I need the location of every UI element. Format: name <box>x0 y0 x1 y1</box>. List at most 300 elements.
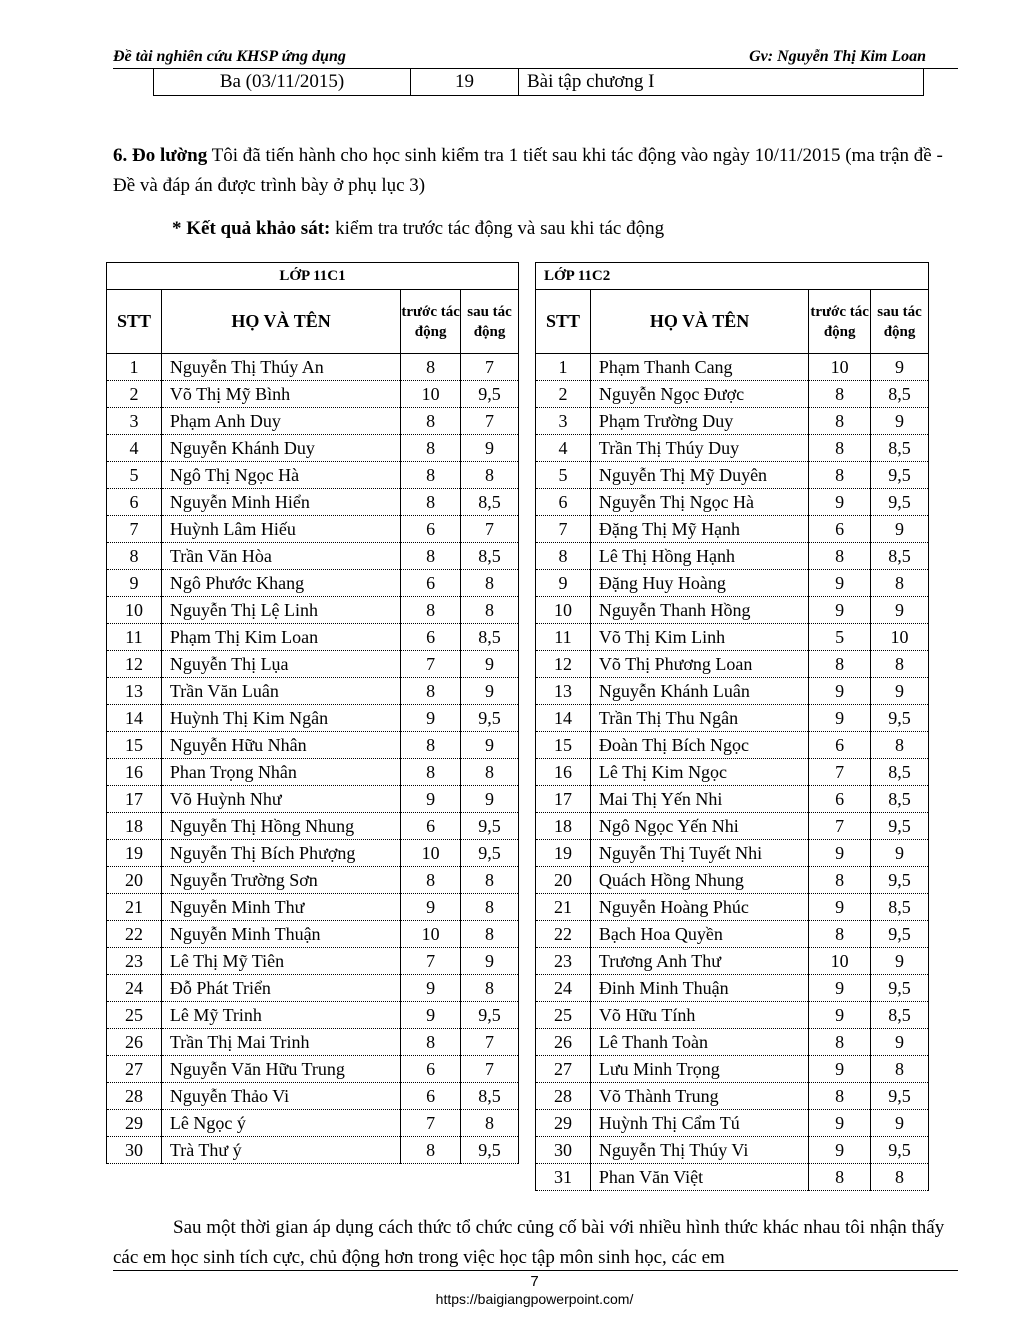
cell-name: Lê Thanh Toàn <box>590 1029 808 1056</box>
cell-name: Lê Thị Kim Ngọc <box>590 759 808 786</box>
cell-before: 7 <box>401 948 461 975</box>
cell-after: 8 <box>871 651 929 678</box>
cell-stt: 11 <box>107 624 162 651</box>
cell-after: 9,5 <box>461 1002 519 1029</box>
cell-before: 8 <box>809 381 871 408</box>
table-row <box>107 1002 519 1029</box>
cell-after: 8,5 <box>871 894 929 921</box>
cell-before: 6 <box>809 786 871 813</box>
table-row <box>536 381 929 408</box>
cell-name: Lê Thị Mỹ Tiên <box>161 948 400 975</box>
cell-stt: 8 <box>107 543 162 570</box>
table-row <box>536 678 929 705</box>
cell-name: Nguyễn Khánh Duy <box>161 435 400 462</box>
table-header-row <box>536 290 929 354</box>
cell-name: Nguyễn Thanh Hồng <box>590 597 808 624</box>
cell-name: Nguyễn Thị Thúy An <box>161 354 400 381</box>
cell-after: 9 <box>871 1110 929 1137</box>
cell-stt: 20 <box>536 867 591 894</box>
cell-before: 9 <box>401 975 461 1002</box>
cell-after: 8 <box>461 1110 519 1137</box>
cell-before: 8 <box>401 867 461 894</box>
table-row <box>536 354 929 381</box>
cell-before: 9 <box>809 705 871 732</box>
table-title-row <box>536 263 929 290</box>
survey-text: kiểm tra trước tác động và sau khi tác động <box>330 218 665 239</box>
table-row <box>536 840 929 867</box>
cell-stt: 24 <box>107 975 162 1002</box>
cell-stt: 16 <box>107 759 162 786</box>
cell-name: Trần Thị Mai Trinh <box>161 1029 400 1056</box>
cell-after: 8,5 <box>461 543 519 570</box>
table-row <box>536 408 929 435</box>
cell-stt: 25 <box>536 1002 591 1029</box>
cell-before: 9 <box>809 975 871 1002</box>
cell-stt: 10 <box>536 597 591 624</box>
cell-name: Lưu Minh Trọng <box>590 1056 808 1083</box>
cell-name: Nguyễn Thị Lụa <box>161 651 400 678</box>
cell-stt: 22 <box>107 921 162 948</box>
cell-stt: 28 <box>107 1083 162 1110</box>
col-stt-header: STT <box>107 290 162 354</box>
cell-stt: 17 <box>536 786 591 813</box>
cell-name: Trần Thị Thu Ngân <box>590 705 808 732</box>
section-6-paragraph <box>113 141 958 201</box>
cell-name: Võ Thị Phương Loan <box>590 651 808 678</box>
table-row <box>107 408 519 435</box>
cell-before: 6 <box>809 732 871 759</box>
table-row <box>536 813 929 840</box>
cell-stt: 29 <box>107 1110 162 1137</box>
cell-before: 8 <box>809 1029 871 1056</box>
cell-before: 8 <box>401 462 461 489</box>
cell-name: Ngô Ngọc Yến Nhi <box>590 813 808 840</box>
cell-before: 8 <box>809 651 871 678</box>
table-row <box>536 1029 929 1056</box>
cell-before: 8 <box>401 543 461 570</box>
cell-stt: 15 <box>107 732 162 759</box>
cell-name: Nguyễn Thị Hồng Nhung <box>161 813 400 840</box>
cell-stt: 14 <box>107 705 162 732</box>
cell-name: Huỳnh Thị Cẩm Tú <box>590 1110 808 1137</box>
cell-name: Nguyễn Minh Thuận <box>161 921 400 948</box>
cell-after: 8 <box>461 462 519 489</box>
cell-stt: 26 <box>536 1029 591 1056</box>
cell-name: Đỗ Phát Triển <box>161 975 400 1002</box>
cell-name: Nguyễn Thị Mỹ Duyên <box>590 462 808 489</box>
cell-stt: 3 <box>107 408 162 435</box>
table-row <box>536 462 929 489</box>
table-row <box>536 597 929 624</box>
table-row <box>107 867 519 894</box>
cell-before: 8 <box>401 489 461 516</box>
cell-after: 8 <box>871 570 929 597</box>
cell-name: Ngô Phước Khang <box>161 570 400 597</box>
cell-before: 9 <box>809 840 871 867</box>
cell-before: 8 <box>809 921 871 948</box>
table-row <box>536 759 929 786</box>
cell-after: 9 <box>871 1029 929 1056</box>
table-row <box>536 705 929 732</box>
table-row <box>154 69 924 96</box>
cell-name: Nguyễn Trường Sơn <box>161 867 400 894</box>
cell-after: 8,5 <box>871 381 929 408</box>
cell-before: 8 <box>809 543 871 570</box>
cell-before: 5 <box>809 624 871 651</box>
cell-stt: 26 <box>107 1029 162 1056</box>
cell-stt: 7 <box>536 516 591 543</box>
cell-after: 8,5 <box>461 1083 519 1110</box>
cell-name: Võ Huỳnh Như <box>161 786 400 813</box>
table-row <box>107 1029 519 1056</box>
cell-after: 9 <box>871 678 929 705</box>
table-row <box>107 624 519 651</box>
cell-stt: 27 <box>107 1056 162 1083</box>
col-name-header: HỌ VÀ TÊN <box>161 290 400 354</box>
table-row <box>107 975 519 1002</box>
table-row <box>107 732 519 759</box>
cell-name: Võ Hữu Tính <box>590 1002 808 1029</box>
cell-after: 7 <box>461 516 519 543</box>
table-row <box>536 1110 929 1137</box>
cell-after: 8 <box>461 921 519 948</box>
cell-before: 6 <box>401 570 461 597</box>
cell-before: 6 <box>401 813 461 840</box>
header-title: Đề tài nghiên cứu KHSP ứng dụng <box>113 48 346 65</box>
cell-before: 9 <box>809 1056 871 1083</box>
table-row <box>107 921 519 948</box>
cell-name: Nguyễn Văn Hữu Trung <box>161 1056 400 1083</box>
cell-before: 9 <box>809 894 871 921</box>
cell-after: 8,5 <box>871 543 929 570</box>
cell-name: Đoàn Thị Bích Ngọc <box>590 732 808 759</box>
cell-after: 9 <box>871 948 929 975</box>
cell-after: 8 <box>871 732 929 759</box>
cell-stt: 18 <box>107 813 162 840</box>
section-6-text: Tôi đã tiến hành cho học sinh kiểm tra 1 tiết sau khi tác động vào ngày 10/11/2015 (ma trận đề - Đề và đáp án được trình bày ở phụ lục 3) <box>113 145 943 196</box>
cell-before: 8 <box>401 1029 461 1056</box>
table-row <box>536 570 929 597</box>
cell-after: 8 <box>461 867 519 894</box>
col-stt-header: STT <box>536 290 591 354</box>
cell-after: 9,5 <box>461 813 519 840</box>
cell-before: 7 <box>809 813 871 840</box>
cell-name: Phan Văn Việt <box>590 1164 808 1191</box>
cell-before: 8 <box>401 678 461 705</box>
schedule-row-table <box>153 68 924 96</box>
cell-stt: 18 <box>536 813 591 840</box>
cell-after: 9,5 <box>871 975 929 1002</box>
table-header-row <box>107 290 519 354</box>
cell-before: 10 <box>809 948 871 975</box>
table-row <box>107 948 519 975</box>
cell-after: 9 <box>461 732 519 759</box>
cell-stt: 1 <box>107 354 162 381</box>
table-title-row <box>107 263 519 290</box>
table-row <box>107 759 519 786</box>
table-row <box>536 786 929 813</box>
table-row <box>107 678 519 705</box>
cell-stt: 2 <box>107 381 162 408</box>
cell-after: 9,5 <box>461 705 519 732</box>
table-row <box>107 786 519 813</box>
table-row <box>107 813 519 840</box>
cell-stt: 1 <box>536 354 591 381</box>
cell-stt: 3 <box>536 408 591 435</box>
cell-after: 8 <box>461 759 519 786</box>
cell-before: 7 <box>401 651 461 678</box>
cell-name: Trần Thị Thúy Duy <box>590 435 808 462</box>
cell-name: Huỳnh Lâm Hiếu <box>161 516 400 543</box>
cell-after: 9,5 <box>871 489 929 516</box>
cell-before: 8 <box>401 408 461 435</box>
table-row <box>107 705 519 732</box>
table-row <box>107 597 519 624</box>
closing-paragraph: Sau một thời gian áp dụng cách thức tổ chức củng cố bài với nhiều hình thức khác nhau tôi nhận thấy các em học sinh tích cực, chủ động hơn trong việc học tập môn sinh học, các em <box>113 1217 945 1268</box>
cell-stt: 16 <box>536 759 591 786</box>
cell-stt: 4 <box>536 435 591 462</box>
cell-stt: 5 <box>107 462 162 489</box>
table-row <box>536 975 929 1002</box>
cell-after: 9,5 <box>871 705 929 732</box>
cell-stt: 11 <box>536 624 591 651</box>
col-after-header: sau tác động <box>871 290 929 354</box>
cell-name: Phạm Trường Duy <box>590 408 808 435</box>
cell-before: 8 <box>809 462 871 489</box>
cell-name: Huỳnh Thị Kim Ngân <box>161 705 400 732</box>
cell-name: Mai Thị Yến Nhi <box>590 786 808 813</box>
table-row <box>536 867 929 894</box>
col-after-header: sau tác động <box>461 290 519 354</box>
table-row <box>107 651 519 678</box>
cell-before: 9 <box>401 1002 461 1029</box>
table-row <box>536 489 929 516</box>
cell-stt: 4 <box>107 435 162 462</box>
table-row <box>107 1083 519 1110</box>
table-row <box>107 381 519 408</box>
cell-after: 8,5 <box>871 435 929 462</box>
cell-after: 7 <box>461 408 519 435</box>
table-row <box>536 624 929 651</box>
cell-name: Nguyễn Thảo Vi <box>161 1083 400 1110</box>
cell-stt: 29 <box>536 1110 591 1137</box>
page-number: 7 <box>530 1273 539 1290</box>
cell-before: 8 <box>401 597 461 624</box>
cell-name: Nguyễn Thị Ngọc Hà <box>590 489 808 516</box>
cell-name: Nguyễn Hữu Nhân <box>161 732 400 759</box>
table-row <box>107 489 519 516</box>
cell-after: 9,5 <box>461 840 519 867</box>
cell-stt: 12 <box>536 651 591 678</box>
cell-stt: 19 <box>536 840 591 867</box>
cell-after: 7 <box>461 1029 519 1056</box>
cell-before: 9 <box>401 894 461 921</box>
cell-after: 8 <box>871 1164 929 1191</box>
class-11c2-title: LỚP 11C2 <box>536 263 929 290</box>
survey-line <box>172 214 664 244</box>
cell-before: 10 <box>401 921 461 948</box>
cell-before: 8 <box>401 354 461 381</box>
cell-before: 7 <box>401 1110 461 1137</box>
cell-stt: 17 <box>107 786 162 813</box>
cell-name: Trần Văn Luân <box>161 678 400 705</box>
cell-name: Nguyễn Minh Hiển <box>161 489 400 516</box>
cell-after: 9,5 <box>461 381 519 408</box>
cell-stt: 10 <box>107 597 162 624</box>
col-before-header: trước tác động <box>401 290 461 354</box>
survey-label: * Kết quả khảo sát: <box>172 218 331 239</box>
table-row <box>107 1137 519 1164</box>
cell-after: 9,5 <box>871 867 929 894</box>
table-row <box>536 543 929 570</box>
schedule-day: Ba (03/11/2015) <box>154 69 411 96</box>
cell-stt: 2 <box>536 381 591 408</box>
table-row <box>107 435 519 462</box>
cell-name: Nguyễn Thị Tuyết Nhi <box>590 840 808 867</box>
cell-before: 10 <box>809 354 871 381</box>
cell-after: 9,5 <box>871 1137 929 1164</box>
cell-before: 9 <box>809 489 871 516</box>
cell-after: 9 <box>461 651 519 678</box>
cell-after: 9,5 <box>871 813 929 840</box>
cell-name: Trương Anh Thư <box>590 948 808 975</box>
table-row <box>536 732 929 759</box>
cell-after: 8,5 <box>871 786 929 813</box>
table-row <box>536 1083 929 1110</box>
cell-before: 10 <box>401 381 461 408</box>
table-row <box>536 516 929 543</box>
cell-after: 10 <box>871 624 929 651</box>
cell-after: 8 <box>871 1056 929 1083</box>
cell-after: 9,5 <box>461 1137 519 1164</box>
cell-stt: 19 <box>107 840 162 867</box>
cell-name: Nguyễn Thị Lệ Linh <box>161 597 400 624</box>
cell-stt: 9 <box>536 570 591 597</box>
cell-before: 8 <box>401 732 461 759</box>
cell-stt: 23 <box>107 948 162 975</box>
cell-after: 7 <box>461 1056 519 1083</box>
cell-before: 6 <box>401 1083 461 1110</box>
cell-stt: 9 <box>107 570 162 597</box>
table-row <box>107 516 519 543</box>
cell-stt: 28 <box>536 1083 591 1110</box>
cell-before: 6 <box>401 1056 461 1083</box>
cell-before: 8 <box>809 1164 871 1191</box>
header-author: Gv: Nguyễn Thị Kim Loan <box>749 48 926 65</box>
cell-stt: 30 <box>107 1137 162 1164</box>
cell-before: 9 <box>401 705 461 732</box>
cell-name: Võ Thành Trung <box>590 1083 808 1110</box>
cell-after: 8,5 <box>461 624 519 651</box>
cell-after: 8 <box>461 975 519 1002</box>
table-row <box>536 651 929 678</box>
cell-after: 9 <box>871 516 929 543</box>
cell-before: 6 <box>401 624 461 651</box>
table-row <box>536 1164 929 1191</box>
footer-divider <box>113 1270 958 1271</box>
table-row <box>107 462 519 489</box>
cell-name: Bạch Hoa Quyền <box>590 921 808 948</box>
cell-name: Võ Thị Mỹ Bình <box>161 381 400 408</box>
cell-stt: 23 <box>536 948 591 975</box>
cell-name: Phan Trọng Nhân <box>161 759 400 786</box>
cell-stt: 20 <box>107 867 162 894</box>
cell-before: 9 <box>809 597 871 624</box>
cell-before: 9 <box>809 1137 871 1164</box>
cell-name: Trà Thư ý <box>161 1137 400 1164</box>
cell-after: 9,5 <box>871 921 929 948</box>
cell-stt: 13 <box>107 678 162 705</box>
table-row <box>107 543 519 570</box>
table-row <box>107 570 519 597</box>
cell-after: 8 <box>461 597 519 624</box>
cell-stt: 25 <box>107 1002 162 1029</box>
cell-after: 8,5 <box>461 489 519 516</box>
class-11c1-table <box>106 262 519 1164</box>
cell-before: 7 <box>809 759 871 786</box>
cell-after: 9 <box>461 435 519 462</box>
cell-after: 9 <box>461 948 519 975</box>
cell-stt: 31 <box>536 1164 591 1191</box>
cell-after: 9 <box>461 678 519 705</box>
col-before-header: trước tác động <box>809 290 871 354</box>
cell-name: Quách Hồng Nhung <box>590 867 808 894</box>
table-row <box>107 1056 519 1083</box>
cell-before: 8 <box>401 435 461 462</box>
cell-stt: 30 <box>536 1137 591 1164</box>
cell-before: 8 <box>809 408 871 435</box>
cell-after: 8,5 <box>871 1002 929 1029</box>
cell-after: 7 <box>461 354 519 381</box>
cell-name: Lê Ngọc ý <box>161 1110 400 1137</box>
cell-name: Đinh Minh Thuận <box>590 975 808 1002</box>
cell-name: Võ Thị Kim Linh <box>590 624 808 651</box>
cell-stt: 13 <box>536 678 591 705</box>
cell-stt: 12 <box>107 651 162 678</box>
table-row <box>536 1056 929 1083</box>
schedule-lesson: Bài tập chương I <box>519 69 924 96</box>
cell-name: Nguyễn Minh Thư <box>161 894 400 921</box>
cell-stt: 6 <box>536 489 591 516</box>
cell-name: Ngô Thị Ngọc Hà <box>161 462 400 489</box>
table-row <box>536 1137 929 1164</box>
cell-name: Lê Mỹ Trinh <box>161 1002 400 1029</box>
class-11c1-title: LỚP 11C1 <box>107 263 519 290</box>
class-11c2-table <box>535 262 929 1191</box>
cell-before: 9 <box>809 570 871 597</box>
footer-url: https://baigiangpowerpoint.com/ <box>435 1291 634 1307</box>
table-row <box>107 354 519 381</box>
cell-before: 9 <box>401 786 461 813</box>
cell-name: Phạm Thị Kim Loan <box>161 624 400 651</box>
cell-name: Nguyễn Hoàng Phúc <box>590 894 808 921</box>
cell-after: 9 <box>871 597 929 624</box>
cell-stt: 7 <box>107 516 162 543</box>
cell-stt: 6 <box>107 489 162 516</box>
cell-name: Phạm Thanh Cang <box>590 354 808 381</box>
cell-name: Nguyễn Ngọc Được <box>590 381 808 408</box>
cell-before: 8 <box>401 759 461 786</box>
cell-before: 8 <box>809 867 871 894</box>
cell-before: 9 <box>809 678 871 705</box>
cell-before: 9 <box>809 1110 871 1137</box>
cell-stt: 27 <box>536 1056 591 1083</box>
table-row <box>536 1002 929 1029</box>
table-row <box>536 894 929 921</box>
cell-before: 10 <box>401 840 461 867</box>
cell-name: Trần Văn Hòa <box>161 543 400 570</box>
page-header <box>113 46 958 69</box>
